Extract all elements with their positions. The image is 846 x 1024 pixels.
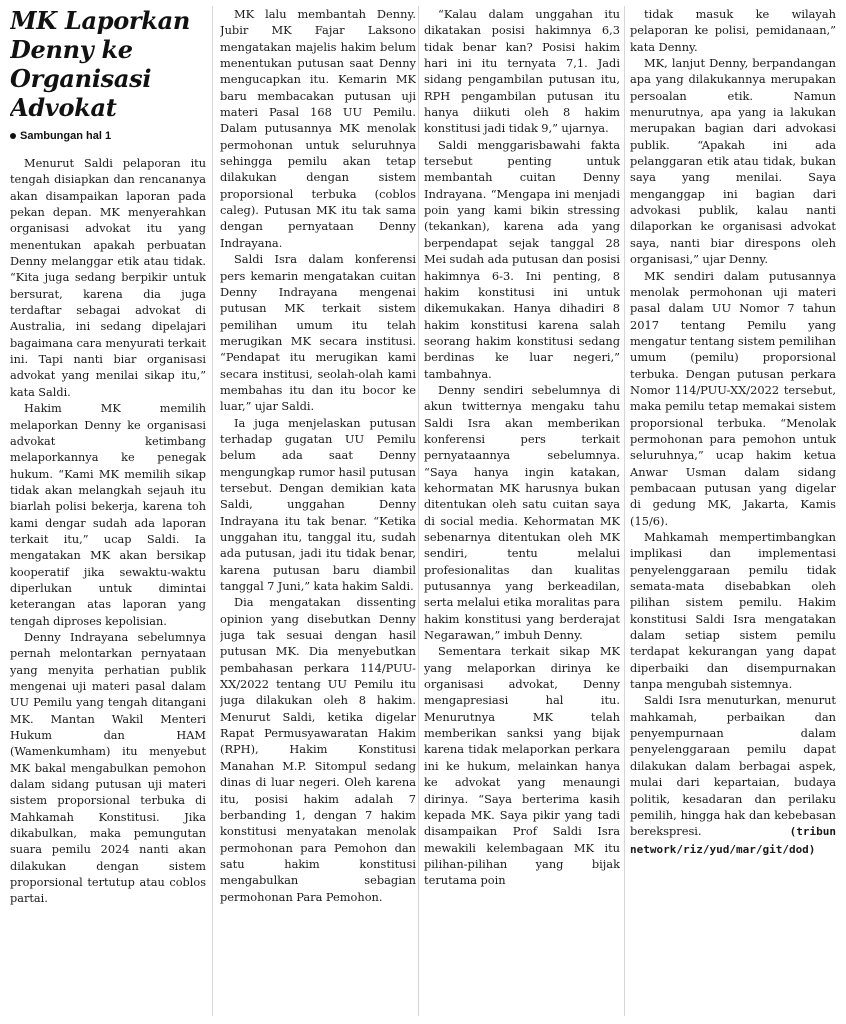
column-divider bbox=[624, 6, 625, 1016]
paragraph: Denny sendiri sebelumnya di akun twitternya mengaku tahu Saldi Isra akan memberikan konferensi pers terkait pernyataannya sebelumnya. “Saya hanya ingin katakan, kehormatan MK harusnya bukan ditentukan oleh satu cuitan saya di social media. Kehormatan MK sebenarnya ditentukan oleh MK sendiri, tentu melalui profesionalitas dan kualitas putusannya yang berkeadilan, serta melalui etika moralitas para hakim konstitusi yang berderajat Negarawan,” imbuh Denny. bbox=[424, 382, 620, 643]
continuation-label: Sambungan hal 1 bbox=[20, 130, 112, 142]
paragraph: Saldi Isra dalam konferensi pers kemarin mengatakan cuitan Denny Indrayana mengenai putusan MK terkait sistem pemilihan umum itu telah merugikan MK secara institusi. “Pendapat itu merugikan kami secara institusi, seolah-olah kami membahas itu dan itu bocor ke luar,” ujar Saldi. bbox=[220, 252, 416, 414]
paragraph: “Kalau dalam unggahan itu dikatakan posisi hakimnya 6,3 tidak benar kan? Posisi hakim hari ini itu ternyata 7,1. Jadi sidang pengambilan putusan itu, RPH pengambilan putusan itu hanya diikuti oleh 8 hakim konstitusi jadi tidak 9,” ujarnya. bbox=[424, 7, 620, 136]
paragraph: Mahkamah mempertimbangkan implikasi dan implementasi penyelenggaraan pemilu tidak semata-mata disebabkan oleh pilihan sistem pemilu. Hakim konstitusi Saldi Isra mengatakan dalam setiap sistem pemilu terdapat kekurangan yang dapat diperbaiki dan disempurnakan tanpa mengubah sistemnya. bbox=[630, 530, 836, 692]
column-divider bbox=[418, 6, 419, 1016]
paragraph: MK lalu membantah Denny. Jubir MK Fajar Laksono mengatakan majelis hakim belum menentukan putusan saat Denny mengucapkan itu. Kemarin MK baru membacakan putusan uji materi Pasal 168 UU Pemilu. Dalam putusannya MK menolak permohonan untuk seluruhnya sehingga pemilu akan tetap dilakukan dengan sistem proporsional terbuka (coblos caleg). Putusan MK itu tak sama dengan pernyataan Denny Indrayana. bbox=[220, 7, 416, 250]
paragraph: Saldi menggarisbawahi fakta tersebut penting untuk membantah cuitan Denny Indrayana. “Mengapa ini menjadi poin yang kami bikin stressing (tekankan), karena ada yang berpendapat sejak tanggal 28 Mei sudah ada putusan dan posisi hakimnya 6-3. Ini penting, 8 hakim konstitusi ini untuk dikemukakan. Hanya dihadiri 8 hakim konstitusi karena salah seorang hakim konstitusi sedang berdinas ke luar negeri,” tambahnya. bbox=[424, 137, 620, 381]
paragraph-text: Saldi Isra menuturkan, menurut mahkamah, perbaikan dan penyempurnaan dalam penyelenggaraan pemilu dapat dilakukan dalam berbagai aspek, mulai dari kepartaian, budaya politik, kesadaran dan perilaku pemilih, hingga hak dan kebebasan berekspresi. bbox=[630, 693, 836, 839]
article-column-1 bbox=[10, 6, 206, 1018]
paragraph: MK, lanjut Denny, berpandangan apa yang dilakukannya merupakan persoalan etik. Namun menurutnya, apa yang ia lakukan merupakan bagian dari advokasi publik. “Apakah ini ada pelanggaran etik atau tidak, bukan saya yang menilai. Saya menganggap ini bagian dari advokasi publik, kalau nanti dilaporkan ke organisasi advokat saya, nanti biar direspons oleh organisasi,” ujar Denny. bbox=[630, 56, 836, 267]
article-column-3 bbox=[424, 6, 620, 1018]
column-divider bbox=[212, 6, 213, 1016]
article-column-2 bbox=[220, 6, 416, 1018]
author-signature: (tribun network/riz/yud/mar/git/dod) bbox=[630, 825, 836, 856]
paragraph-final bbox=[630, 692, 836, 857]
bullet-icon bbox=[10, 133, 16, 139]
paragraph: Ia juga menjelaskan putusan terhadap gugatan UU Pemilu belum ada saat Denny mengungkap rumor hasil putusan tersebut. Dengan demikian kata Saldi, unggahan Denny Indrayana itu tak benar. “Ketika unggahan itu, tanggal itu, sudah ada putusan, jadi itu tidak benar, karena putusan baru diambil tanggal 7 Juni,” kata hakim Saldi. bbox=[220, 415, 416, 594]
paragraph: MK sendiri dalam putusannya menolak permohonan uji materi pasal dalam UU Nomor 7 tahun 2017 tentang Pemilu yang mengatur tentang sistem pemilihan umum (pemilu) proporsional terbuka. Dengan putusan perkara Nomor 114/PUU-XX/2022 tersebut, maka pemilu tetap memakai sistem proporsional terbuka. “Menolak permohonan para pemohon untuk seluruhnya,” ucap hakim ketua Anwar Usman dalam sidang pembacaan putusan yang digelar di gedung MK, Jakarta, Kamis (15/6). bbox=[630, 268, 836, 528]
continuation-note bbox=[10, 130, 206, 142]
paragraph: Dia mengatakan dissenting opinion yang disebutkan Denny juga tak sesuai dengan hasil putusan MK. Dia menyebutkan pembahasan perkara 114/PUU-XX/2022 tentang UU Pemilu itu juga dilakukan oleh 8 hakim. Menurut Saldi, ketika digelar Rapat Permusyawaratan Hakim (RPH), Hakim Konstitusi Manahan M.P. Sitompul sedang dinas di luar negeri. Oleh karena itu, posisi hakim adalah 7 berbanding 1, dengan 7 hakim konstitusi menyatakan menolak permohonan para Pemohon dan satu hakim konstitusi mengabulkan sebagian permohonan Para Pemohon. bbox=[220, 595, 416, 904]
paragraph: Menurut Saldi pelaporan itu tengah disiapkan dan rencananya akan disampaikan laporan pada pekan depan. MK menyerahkan organisasi advokat itu yang menentukan apakah perbuatan Denny melanggar etik atau tidak. “Kita juga sedang berpikir untuk bersurat, karena dia juga terdaftar sebagai advokat di Australia, ini sedang dipelajari bagaimana cara menyurati terkait ini. Tapi nanti biar organisasi advokat yang menilai sikap itu,” kata Saldi. bbox=[10, 157, 206, 399]
paragraph: Hakim MK memilih melaporkan Denny ke organisasi advokat ketimbang melaporkannya ke penegak hukum. “Kami MK memilih sikap tidak akan melangkah sejauh itu biarlah polisi bekerja, karena toh kami dengar sudah ada laporan terkait itu,” ucap Saldi. Ia mengatakan MK akan bersikap kooperatif jika sewaktu-waktu diperlukan untuk dimintai keterangan atas laporan yang tengah diproses kepolisian. bbox=[10, 402, 206, 628]
paragraph: Denny Indrayana sebelumnya pernah melontarkan pernyataan yang menyita perhatian publik mengenai uji materi pasal dalam UU Pemilu yang tengah ditangani MK. Mantan Wakil Menteri Hukum dan HAM (Wamenkumham) itu menyebut MK bakal mengabulkan pemohon dalam sidang putusan uji materi sistem proporsional terbuka di Mahkamah Konstitusi. Jika dikabulkan, maka pemungutan suara pemilu 2024 nanti akan dilakukan dengan sistem proporsional tertutup atau coblos partai. bbox=[10, 630, 206, 906]
article-headline: MK Laporkan Denny ke Organisasi Advokat bbox=[10, 6, 190, 122]
article-column-4 bbox=[630, 6, 836, 1018]
paragraph: Sementara terkait sikap MK yang melaporkan dirinya ke organisasi advokat, Denny mengapresiasi hal itu. Menurutnya MK telah memberikan sanksi yang bijak karena tidak melaporkan perkara ini ke hukum, melainkan hanya ke advokat yang menaungi dirinya. “Saya berterima kasih kepada MK. Saya pikir yang tadi disampaikan Prof Saldi Isra mewakili kelembagaan MK itu pilihan-pilihan yang bijak terutama poin bbox=[424, 644, 620, 888]
paragraph: tidak masuk ke wilayah pelaporan ke polisi, pemidanaan,” kata Denny. bbox=[630, 7, 836, 54]
